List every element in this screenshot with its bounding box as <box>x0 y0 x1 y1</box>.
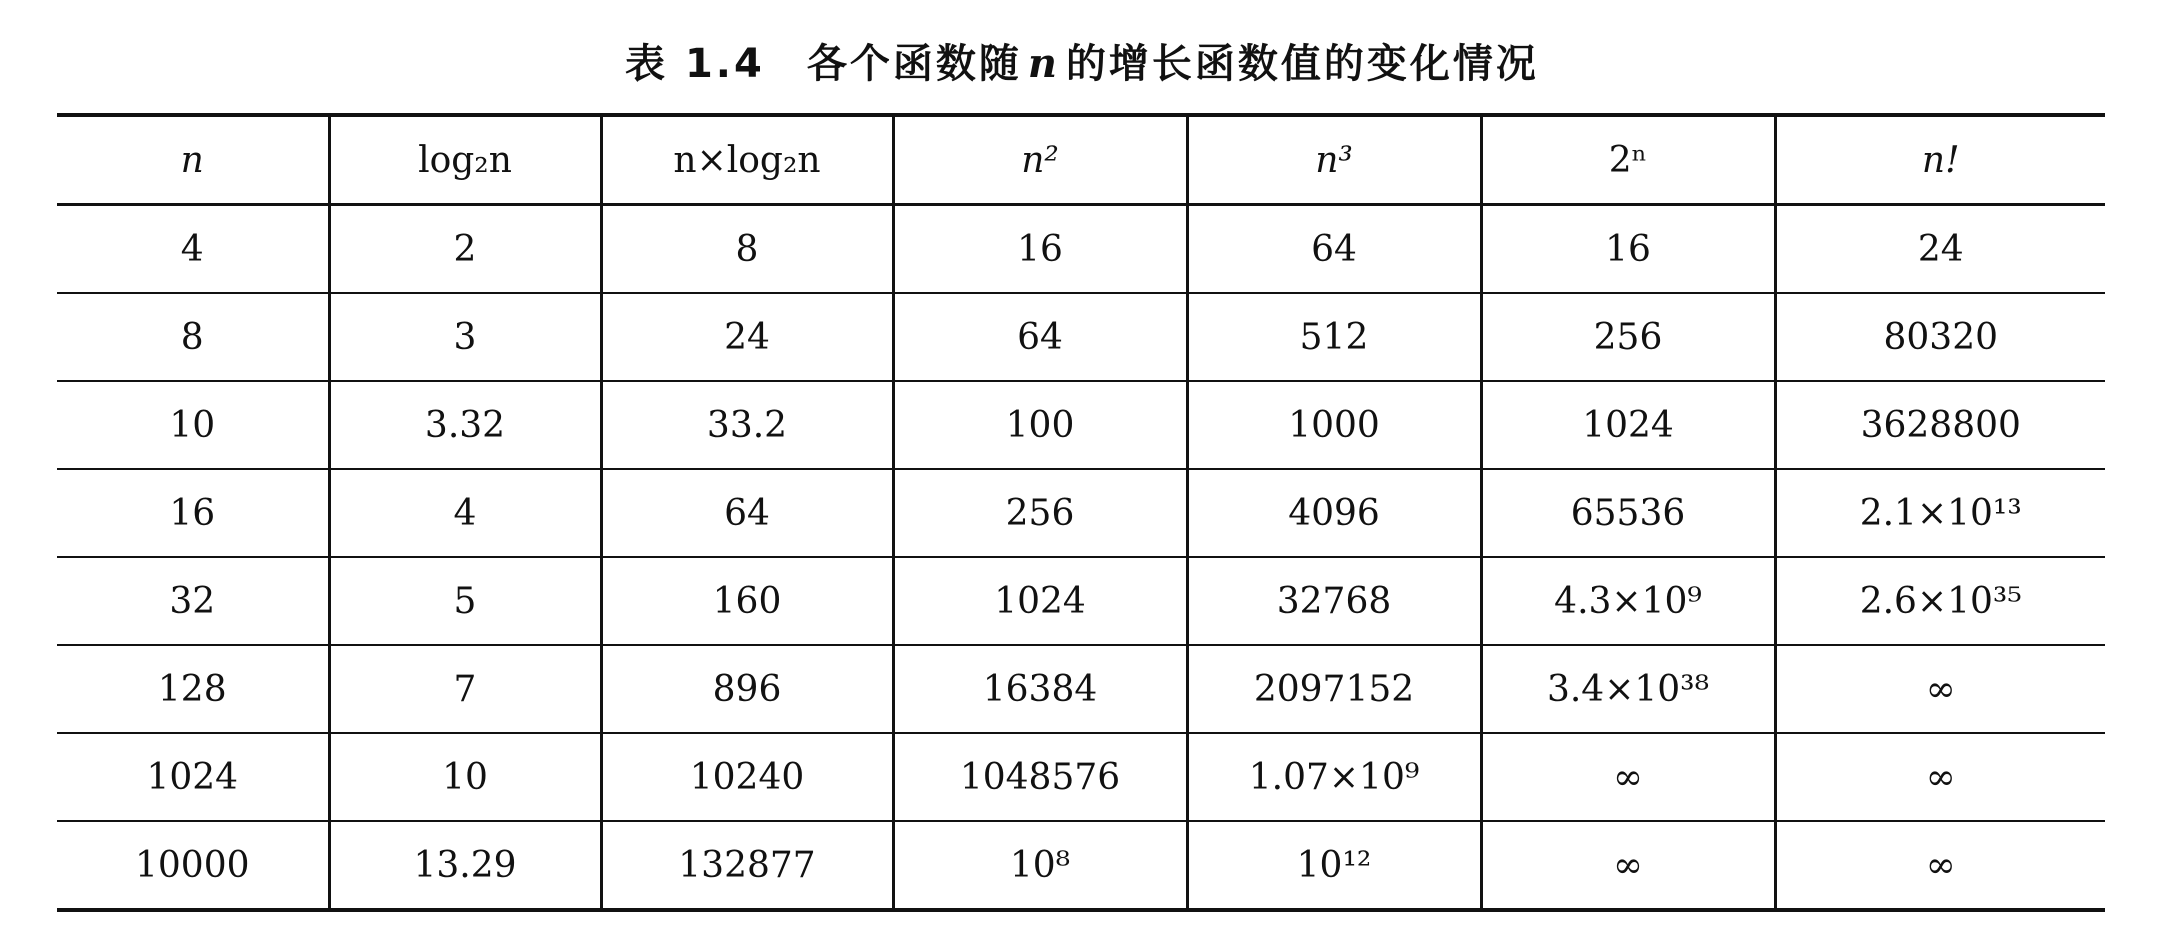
header-row <box>57 115 2105 205</box>
table-cell: 16384 <box>893 645 1187 733</box>
header-n: n <box>57 115 329 205</box>
header-n-factorial: n! <box>1775 115 2105 205</box>
table-row <box>57 557 2105 645</box>
table-cell: 1024 <box>1481 381 1775 469</box>
table-cell: 100 <box>893 381 1187 469</box>
table-cell: 3628800 <box>1775 381 2105 469</box>
table-cell: 1.07×10⁹ <box>1187 733 1481 821</box>
header-log2n: log₂n <box>329 115 601 205</box>
table-cell: 32768 <box>1187 557 1481 645</box>
table-row <box>57 293 2105 381</box>
table-cell: 4096 <box>1187 469 1481 557</box>
table-cell: 64 <box>601 469 893 557</box>
table-cell: 8 <box>57 293 329 381</box>
table-cell: 4.3×10⁹ <box>1481 557 1775 645</box>
table-cell: 10⁸ <box>893 821 1187 910</box>
table-row <box>57 205 2105 294</box>
table-cell: 896 <box>601 645 893 733</box>
table-cell: 1024 <box>893 557 1187 645</box>
table-cell: 132877 <box>601 821 893 910</box>
table-cell: 7 <box>329 645 601 733</box>
header-n-cubed: n³ <box>1187 115 1481 205</box>
table-cell: 64 <box>893 293 1187 381</box>
table-cell: 10240 <box>601 733 893 821</box>
table-cell: 10 <box>329 733 601 821</box>
table-cell: 2 <box>329 205 601 294</box>
table-cell: 10¹² <box>1187 821 1481 910</box>
table-cell: 33.2 <box>601 381 893 469</box>
table-cell: 512 <box>1187 293 1481 381</box>
table-cell: 8 <box>601 205 893 294</box>
table-row <box>57 381 2105 469</box>
caption-variable: n <box>1027 40 1060 87</box>
table-cell: 256 <box>893 469 1187 557</box>
table-cell: 128 <box>57 645 329 733</box>
table-cell: 13.29 <box>329 821 601 910</box>
table-row <box>57 645 2105 733</box>
header-nlog2n: n×log₂n <box>601 115 893 205</box>
table-cell: 3 <box>329 293 601 381</box>
table-cell: 24 <box>601 293 893 381</box>
table-cell: 3.32 <box>329 381 601 469</box>
table-cell: 1024 <box>57 733 329 821</box>
header-n-squared: n² <box>893 115 1187 205</box>
table-cell: 2.1×10¹³ <box>1775 469 2105 557</box>
caption-number: 表 1.4 <box>625 41 765 87</box>
table-row <box>57 733 2105 821</box>
table-cell: ∞ <box>1481 733 1775 821</box>
table-row <box>57 821 2105 910</box>
table-cell: 10000 <box>57 821 329 910</box>
table-cell: 64 <box>1187 205 1481 294</box>
table-cell: 3.4×10³⁸ <box>1481 645 1775 733</box>
table-cell: ∞ <box>1775 733 2105 821</box>
header-2-pow-n: 2ⁿ <box>1481 115 1775 205</box>
caption-text-after: 的增长函数值的变化情况 <box>1065 41 1539 87</box>
table-cell: 1048576 <box>893 733 1187 821</box>
table-cell: ∞ <box>1775 821 2105 910</box>
table-cell: 4 <box>329 469 601 557</box>
table-cell: 16 <box>893 205 1187 294</box>
table-caption <box>0 34 2164 94</box>
table-cell: 5 <box>329 557 601 645</box>
table-cell: 65536 <box>1481 469 1775 557</box>
table-cell: ∞ <box>1775 645 2105 733</box>
table-row <box>57 469 2105 557</box>
caption-text-before: 各个函数随 <box>806 41 1022 87</box>
table-cell: 32 <box>57 557 329 645</box>
table-cell: 2097152 <box>1187 645 1481 733</box>
table-cell: 10 <box>57 381 329 469</box>
table-cell: ∞ <box>1481 821 1775 910</box>
table-cell: 80320 <box>1775 293 2105 381</box>
table-cell: 160 <box>601 557 893 645</box>
table-cell: 24 <box>1775 205 2105 294</box>
table-cell: 1000 <box>1187 381 1481 469</box>
table-cell: 2.6×10³⁵ <box>1775 557 2105 645</box>
growth-table <box>57 113 2105 912</box>
table-cell: 16 <box>57 469 329 557</box>
table-cell: 256 <box>1481 293 1775 381</box>
table-cell: 4 <box>57 205 329 294</box>
table-cell: 16 <box>1481 205 1775 294</box>
